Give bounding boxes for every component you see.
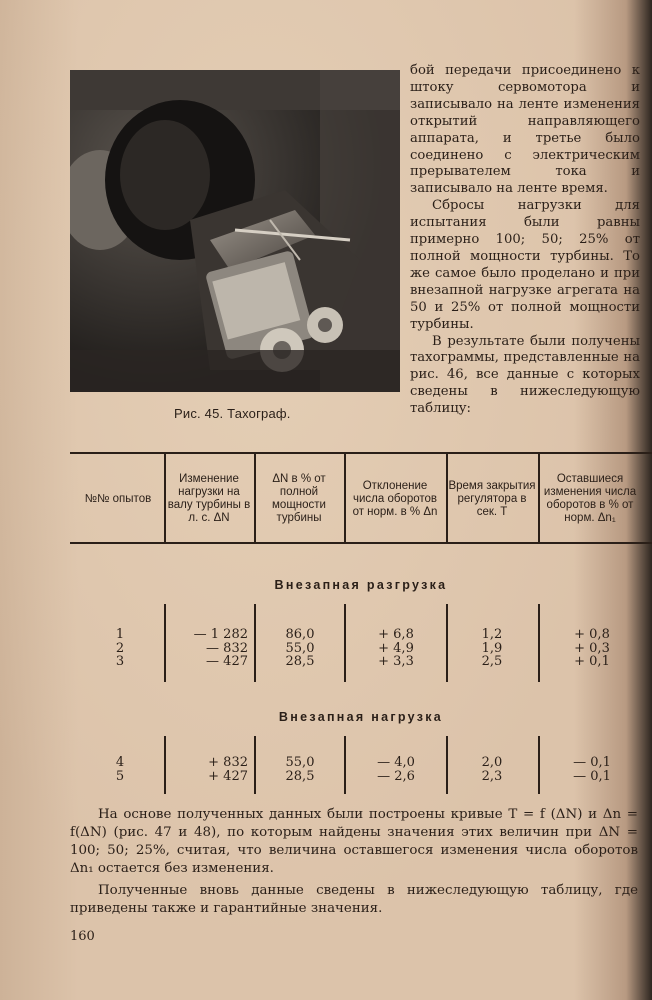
- table-cell: 3: [115, 654, 125, 669]
- table-cell: 1: [115, 627, 125, 642]
- table-cell: — 4,0: [377, 755, 415, 770]
- table-column: [358, 628, 434, 669]
- page-number: 160: [70, 929, 95, 944]
- header-cell: ΔN в % от полной мощности турбины: [272, 473, 326, 524]
- table-column: [100, 756, 140, 783]
- table-column: [264, 756, 336, 783]
- table-cell: — 1 282: [193, 627, 248, 642]
- table-cell: + 0,3: [574, 640, 610, 656]
- column-divider: [446, 604, 448, 682]
- table-cell: 28,5: [285, 768, 315, 784]
- table-cell: 28,5: [285, 654, 315, 669]
- right-column-text: [410, 63, 640, 418]
- table-cell: — 2,6: [377, 768, 415, 784]
- header-cell: Изменение нагрузки на валу турбины в л. с. ΔN: [167, 473, 251, 524]
- column-divider: [164, 604, 166, 682]
- table-cell: 2,3: [481, 768, 503, 784]
- table-column: [456, 628, 528, 669]
- table-column: [264, 628, 336, 669]
- table-cell: 86,0: [285, 627, 315, 642]
- table-cell: 1,9: [481, 640, 503, 656]
- table-cell: 2: [115, 640, 125, 656]
- column-divider: [446, 736, 448, 794]
- column-divider: [538, 454, 540, 542]
- table-cell: + 0,8: [574, 627, 610, 642]
- paragraph: бой передачи присоединено к штоку сервомотора и записывало на ленте изменения открытий направляющего аппарата, и третье было соединено с электрическим прерывателем тока и записывало на ленте время.: [410, 63, 640, 197]
- header-cell: Отклонение числа оборотов от норм. в % Δn: [352, 479, 438, 518]
- paragraph: На основе полученных данных были построены кривые T = f (ΔN) и Δn = f(ΔN) (рис. 47 и 48), по которым найдены значения этих величин при ΔN = 100; 50; 25%, считая, что величина оставшегося изменения числа оборотов Δn₁ остается без изменения.: [70, 807, 638, 876]
- section-title: Внезапная нагрузка: [278, 710, 444, 724]
- table-cell: + 832: [208, 755, 248, 770]
- table-column: [100, 628, 140, 669]
- column-divider: [344, 604, 346, 682]
- column-divider: [254, 736, 256, 794]
- table-top-rule: [70, 452, 652, 454]
- table-column: [556, 756, 628, 783]
- paragraph: Сбросы нагрузки для испытания были равны примерно 100; 50; 25% от полной мощности турбины. То же самое было проделано и при внезапной нагрузке агрегата на 50 и 25% от полной мощности турбины.: [410, 198, 640, 332]
- table-cell: + 4,9: [378, 640, 414, 656]
- column-divider: [254, 604, 256, 682]
- column-divider: [446, 454, 448, 542]
- column-divider: [538, 736, 540, 794]
- tachograph-photo: [70, 70, 400, 392]
- table-column: [170, 628, 248, 669]
- results-table: [70, 452, 652, 800]
- table-cell: + 427: [208, 768, 248, 784]
- table-column: [358, 756, 434, 783]
- table-cell: — 0,1: [573, 768, 611, 784]
- table-cell: 5: [115, 768, 125, 784]
- column-divider: [164, 454, 166, 542]
- table-cell: 55,0: [285, 640, 315, 656]
- tachograph-image: [70, 70, 400, 392]
- column-divider: [254, 454, 256, 542]
- table-header-rule: [70, 542, 652, 544]
- header-cell: Оставшиеся изменения числа оборотов в % от норм. Δn₁: [543, 473, 637, 524]
- table-cell: 4: [115, 755, 125, 770]
- column-divider: [344, 454, 346, 542]
- table-cell: 55,0: [285, 755, 315, 770]
- table-column: [170, 756, 248, 783]
- column-divider: [538, 604, 540, 682]
- table-cell: + 3,3: [378, 654, 414, 669]
- column-divider: [164, 736, 166, 794]
- figure-caption: Рис. 45. Тахограф.: [174, 406, 291, 421]
- body-text: [70, 806, 638, 918]
- table-cell: — 427: [206, 654, 248, 669]
- table-cell: + 0,1: [574, 654, 610, 669]
- header-cell: №№ опытов: [84, 492, 152, 505]
- table-column: [456, 756, 528, 783]
- paragraph: Полученные вновь данные сведены в нижеследующую таблицу, где приведены также и гарантийные значения.: [70, 883, 638, 916]
- table-cell: — 832: [206, 640, 248, 656]
- table-cell: 1,2: [481, 627, 503, 642]
- table-cell: 2,5: [481, 654, 503, 669]
- table-cell: — 0,1: [573, 755, 611, 770]
- table-column: [556, 628, 628, 669]
- section-title: Внезапная разгрузка: [274, 578, 448, 592]
- column-divider: [344, 736, 346, 794]
- paragraph: В результате были получены тахограммы, представленные на рис. 46, все данные с которых сведены в нижеследующую таблицу:: [410, 333, 640, 417]
- table-cell: 2,0: [481, 755, 503, 770]
- header-cell: Время закрытия регулятора в сек. T: [448, 479, 536, 518]
- table-cell: + 6,8: [378, 627, 414, 642]
